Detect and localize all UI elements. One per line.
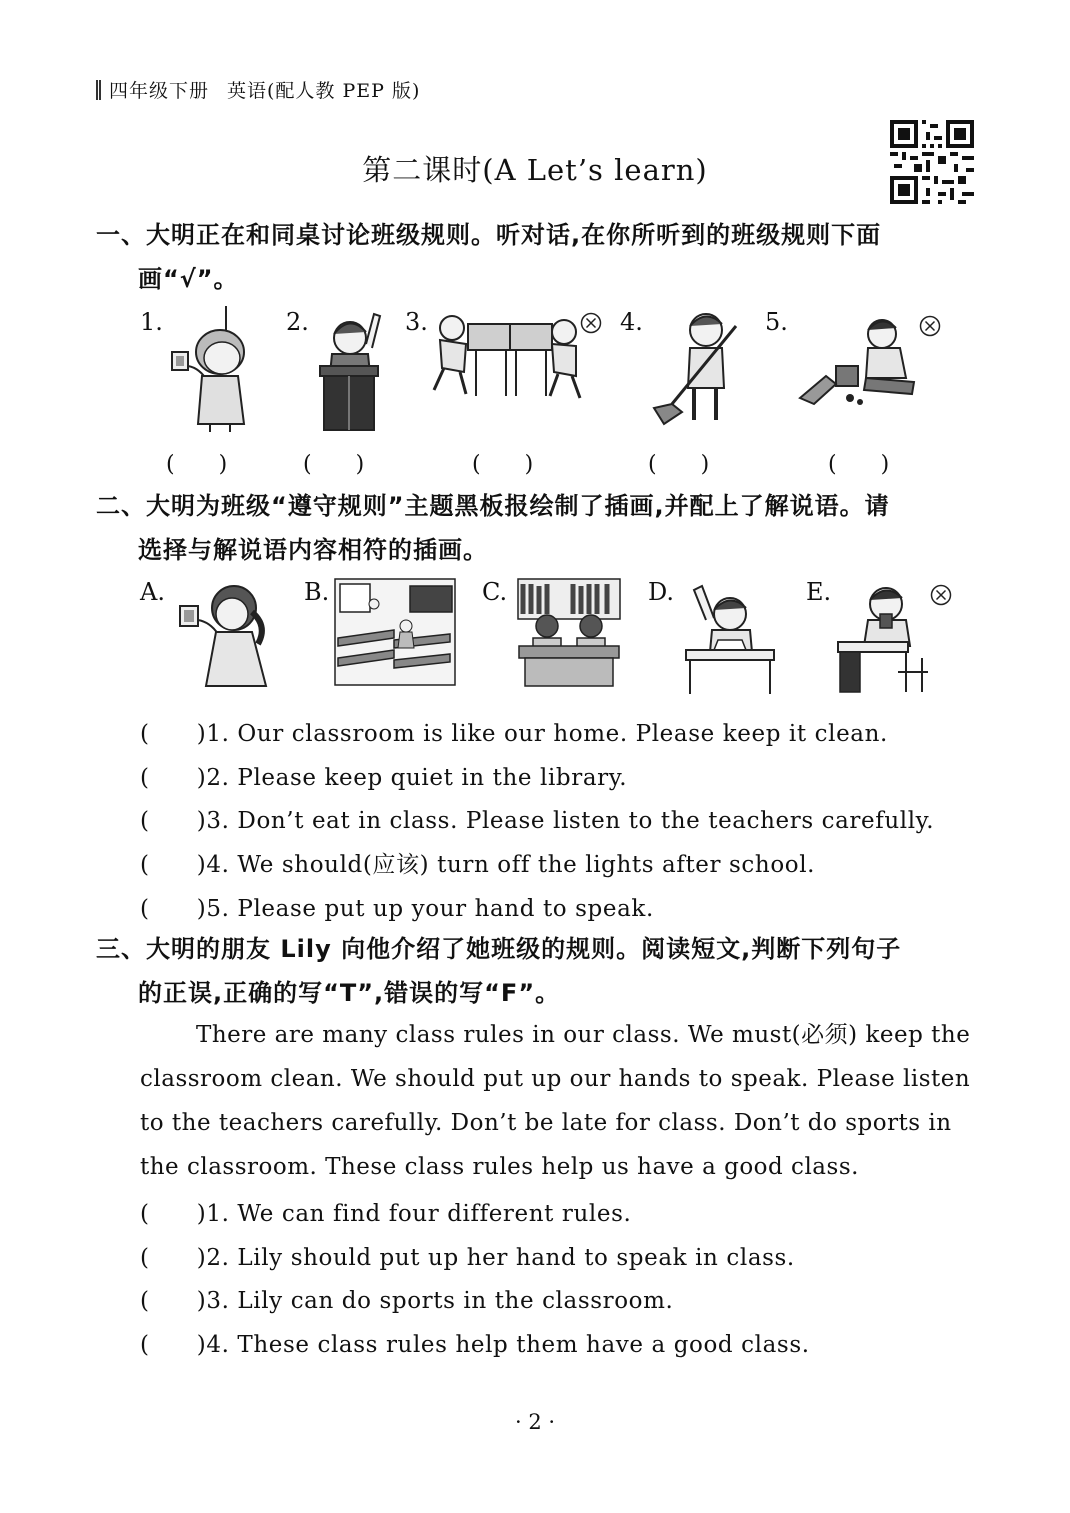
running-header	[96, 76, 420, 103]
passage-line-3: to the teachers carefully. Don’t be late for class. Don’t do sports in	[140, 1110, 952, 1136]
s3-item-3: ( )3. Lily can do sports in the classroom.	[140, 1288, 674, 1314]
header-book: 英语(配人教 PEP 版)	[227, 80, 421, 102]
section1-instruction	[96, 213, 881, 301]
cross-circle-icon	[919, 315, 941, 337]
s2-item-2: ( )2. Please keep quiet in the library.	[140, 765, 628, 791]
sweeping-boy-picture	[650, 308, 742, 426]
s2-label-c: C.	[482, 578, 508, 606]
s2-label-a: A.	[140, 578, 165, 606]
cross-circle-icon	[580, 312, 602, 334]
s2-item-5: ( )5. Please put up your hand to speak.	[140, 896, 654, 922]
s2-label-e: E.	[806, 578, 832, 606]
qr-code-icon[interactable]	[890, 120, 974, 204]
s2-item-4: ( )4. We should(应该) turn off the lights after school.	[140, 852, 816, 878]
header-grade: 四年级下册	[109, 80, 210, 102]
answer-blank-3[interactable]: ( )	[472, 452, 534, 477]
page-number: · 2 ·	[514, 1410, 556, 1434]
passage-line-1: There are many class rules in our class. We must(必须) keep the	[196, 1022, 971, 1048]
s2-item-3: ( )3. Don’t eat in class. Please listen to the teachers carefully.	[140, 808, 935, 834]
answer-blank-1[interactable]: ( )	[166, 452, 228, 477]
answer-blank-5[interactable]: ( )	[828, 452, 890, 477]
lesson-title: 第二课时(A Let’s learn)	[362, 153, 708, 187]
section1-title-line2: 画“√”。	[138, 265, 239, 293]
passage-line-2: classroom clean. We should put up our hands to speak. Please listen	[140, 1066, 971, 1092]
section3-instruction	[96, 927, 901, 1015]
eating-student-picture	[836, 582, 930, 694]
s2-item-1: ( )1. Our classroom is like our home. Please keep it clean.	[140, 721, 888, 747]
classroom-running-picture	[334, 578, 456, 686]
header-bar	[96, 80, 101, 100]
pushing-desk-picture	[430, 310, 590, 402]
section3-title-line1: 三、大明的朋友 Lily 向他介绍了她班级的规则。阅读短文,判断下列句子	[96, 935, 902, 963]
section2-instruction	[96, 484, 890, 572]
section2-title-line1: 二、大明为班级“遵守规则”主题黑板报绘制了插画,并配上了解说语。请	[96, 492, 890, 520]
s2-label-d: D.	[648, 578, 675, 606]
untidy-boy-picture	[796, 312, 922, 408]
cross-circle-icon	[930, 584, 952, 606]
s1-label-5: 5.	[765, 308, 788, 336]
passage-line-4: the classroom. These class rules help us have a good class.	[140, 1154, 859, 1180]
section2-title-line2: 选择与解说语内容相符的插画。	[138, 536, 488, 564]
s1-label-1: 1.	[140, 308, 163, 336]
reading-passage	[140, 1013, 974, 1189]
s2-label-b: B.	[304, 578, 330, 606]
raise-hand-boy-picture	[316, 308, 386, 432]
switch-boy-picture	[168, 306, 252, 434]
s3-item-2: ( )2. Lily should put up her hand to speak in class.	[140, 1245, 795, 1271]
s1-label-4: 4.	[620, 308, 643, 336]
library-reading-picture	[517, 578, 621, 688]
raise-hand-student-picture	[684, 580, 776, 696]
answer-blank-4[interactable]: ( )	[648, 452, 710, 477]
section3-title-line2: 的正误,正确的写“T”,错误的写“F”。	[138, 979, 561, 1007]
s1-label-2: 2.	[286, 308, 309, 336]
s1-label-3: 3.	[405, 308, 428, 336]
switch-girl-picture	[176, 582, 272, 690]
section1-title-line1: 一、大明正在和同桌讨论班级规则。听对话,在你所听到的班级规则下面	[96, 221, 882, 249]
answer-blank-2[interactable]: ( )	[303, 452, 365, 477]
s3-item-4: ( )4. These class rules help them have a good class.	[140, 1332, 810, 1358]
s3-item-1: ( )1. We can find four different rules.	[140, 1201, 632, 1227]
